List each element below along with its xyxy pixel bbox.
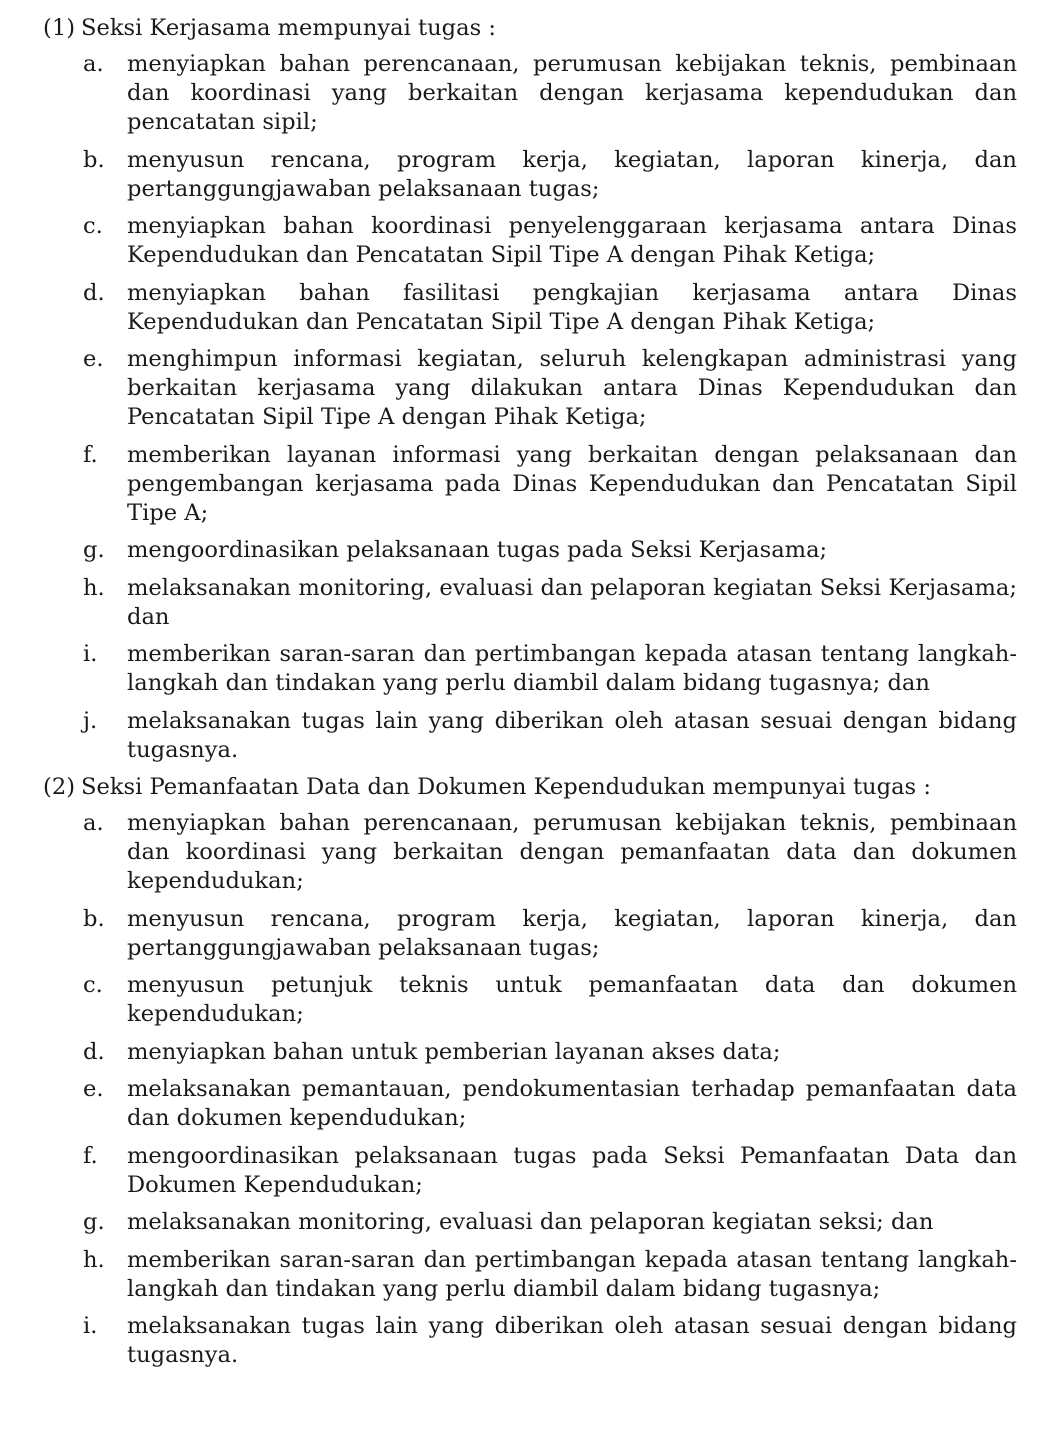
item-letter: f. <box>83 1142 98 1169</box>
list-item <box>83 1208 1017 1237</box>
item-text: menyiapkan bahan perencanaan, perumusan kebijakan teknis, pembinaan dan koordinasi yang berkaitan dengan kerjasama kependudukan dan pencatatan sipil; <box>127 51 1017 135</box>
item-letter: a. <box>83 810 104 836</box>
list-item <box>83 1312 1017 1370</box>
list-item <box>83 279 1017 337</box>
item-letter: c. <box>83 213 103 239</box>
item-letter: c. <box>83 972 103 998</box>
item-text: mengoordinasikan pelaksanaan tugas pada Seksi Pemanfaatan Data dan Dokumen Kependudukan; <box>127 1142 1017 1198</box>
list-item <box>83 707 1017 765</box>
list-item <box>83 345 1017 432</box>
item-text: menyiapkan bahan perencanaan, perumusan kebijakan teknis, pembinaan dan koordinasi yang berkaitan dengan pemanfaatan data dan dokumen kependudukan; <box>127 810 1017 894</box>
section-number: (2) <box>43 774 76 800</box>
item-text: memberikan saran-saran dan pertimbangan kepada atasan tentang langkah-langkah dan tindakan yang perlu diambil dalam bidang tugasnya; <box>127 1246 1017 1302</box>
section-title: Seksi Pemanfaatan Data dan Dokumen Kependudukan mempunyai tugas : <box>81 774 931 800</box>
section-2 <box>43 773 1017 1370</box>
item-text: melaksanakan tugas lain yang diberikan oleh atasan sesuai dengan bidang tugasnya. <box>127 707 1017 763</box>
item-letter: h. <box>83 1246 105 1273</box>
list-item <box>83 574 1017 632</box>
item-letter: i. <box>83 1313 98 1339</box>
item-text: melaksanakan pemantauan, pendokumentasian terhadap pemanfaatan data dan dokumen kependudukan; <box>127 1076 1017 1131</box>
section-heading <box>43 773 1017 802</box>
list-item <box>83 1075 1017 1133</box>
list-item <box>83 441 1017 528</box>
list-item <box>83 640 1017 698</box>
item-letter: e. <box>83 346 104 372</box>
item-text: memberikan saran-saran dan pertimbangan kepada atasan tentang langkah-langkah dan tindakan yang perlu diambil dalam bidang tugasnya; dan <box>127 641 1017 696</box>
item-letter: b. <box>83 146 105 173</box>
list-item <box>83 146 1017 204</box>
item-letter: d. <box>83 1038 105 1065</box>
item-text: menyiapkan bahan koordinasi penyelenggaraan kerjasama antara Dinas Kependudukan dan Pencatatan Sipil Tipe A dengan Pihak Ketiga; <box>127 213 1017 268</box>
item-text: memberikan layanan informasi yang berkaitan dengan pelaksanaan dan pengembangan kerjasama pada Dinas Kependudukan dan Pencatatan Sipil Tipe A; <box>127 441 1017 526</box>
item-letter: e. <box>83 1076 104 1102</box>
item-letter: d. <box>83 279 105 306</box>
list-item <box>83 1142 1017 1200</box>
item-letter: g. <box>83 1209 105 1235</box>
list-item <box>83 809 1017 896</box>
item-text: menyiapkan bahan untuk pemberian layanan akses data; <box>127 1038 781 1065</box>
list-item <box>83 536 1017 565</box>
section-number: (1) <box>43 15 76 41</box>
list-item <box>83 50 1017 137</box>
section-title: Seksi Kerjasama mempunyai tugas : <box>81 15 496 41</box>
item-letter: g. <box>83 537 105 563</box>
item-text: melaksanakan monitoring, evaluasi dan pelaporan kegiatan seksi; dan <box>127 1209 934 1235</box>
item-text: menyusun rencana, program kerja, kegiatan, laporan kinerja, dan pertanggungjawaban pelaksanaan tugas; <box>127 905 1017 961</box>
list-item <box>83 1038 1017 1067</box>
list-item <box>83 971 1017 1029</box>
section-heading <box>43 14 1017 43</box>
item-letter: b. <box>83 905 105 932</box>
item-text: menyiapkan bahan fasilitasi pengkajian kerjasama antara Dinas Kependudukan dan Pencatatan Sipil Tipe A dengan Pihak Ketiga; <box>127 279 1017 335</box>
item-letter: h. <box>83 574 105 601</box>
item-letter: a. <box>83 51 104 77</box>
item-text: menyusun rencana, program kerja, kegiatan, laporan kinerja, dan pertanggungjawaban pelaksanaan tugas; <box>127 146 1017 202</box>
section-1 <box>43 14 1017 765</box>
list-item <box>83 212 1017 270</box>
item-text: melaksanakan monitoring, evaluasi dan pelaporan kegiatan Seksi Kerjasama; dan <box>127 574 1017 630</box>
item-text: melaksanakan tugas lain yang diberikan oleh atasan sesuai dengan bidang tugasnya. <box>127 1313 1017 1368</box>
item-letter: f. <box>83 441 98 468</box>
item-letter: i. <box>83 641 98 667</box>
item-letter: j. <box>83 707 98 734</box>
list-item <box>83 905 1017 963</box>
item-text: menghimpun informasi kegiatan, seluruh kelengkapan administrasi yang berkaitan kerjasama yang dilakukan antara Dinas Kependudukan dan Pencatatan Sipil Tipe A dengan Pihak Ketiga; <box>127 346 1017 430</box>
item-text: mengoordinasikan pelaksanaan tugas pada Seksi Kerjasama; <box>127 537 828 563</box>
list-item <box>83 1246 1017 1304</box>
item-text: menyusun petunjuk teknis untuk pemanfaatan data dan dokumen kependudukan; <box>127 972 1017 1027</box>
task-list <box>43 50 1017 765</box>
task-list <box>43 809 1017 1370</box>
